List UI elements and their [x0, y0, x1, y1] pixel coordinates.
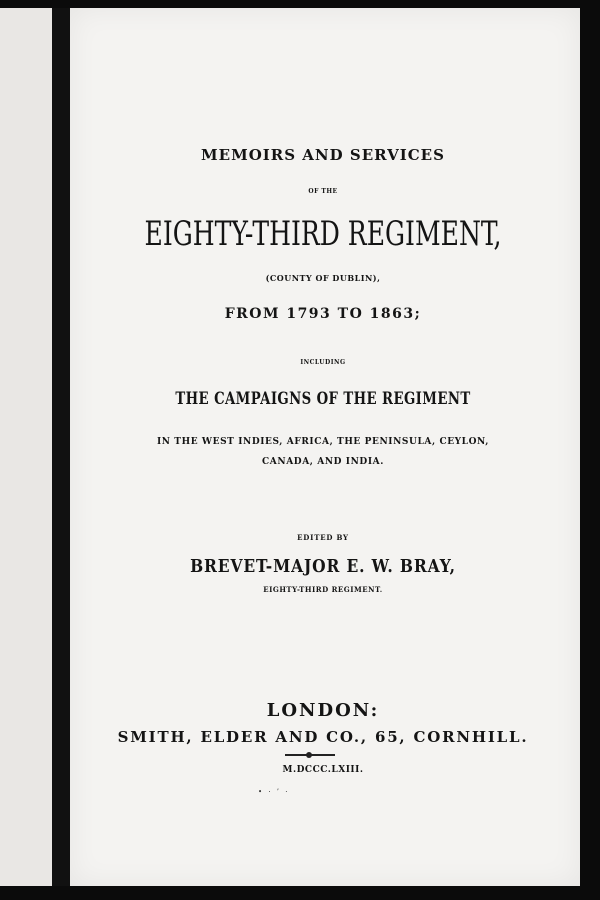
campaigns-heading: THE CAMPAIGNS OF THE REGIMENT — [175, 389, 471, 409]
heading-memoirs: MEMOIRS AND SERVICES — [201, 146, 445, 164]
places-line-1: IN THE WEST INDIES, AFRICA, THE PENINSULA, CEYLON, — [156, 437, 490, 447]
editor-name: BREVET-MAJOR E. W. BRAY, — [190, 556, 456, 577]
including-label: INCLUDING — [300, 359, 346, 366]
left-page-edge — [0, 8, 52, 886]
book-spine-gutter — [52, 8, 70, 886]
date-range: FROM 1793 TO 1863; — [224, 306, 422, 322]
publisher-city: LONDON: — [266, 700, 380, 721]
divider-ornament — [306, 752, 312, 758]
edited-by-label: EDITED BY — [297, 533, 349, 542]
main-title: EIGHTY-THIRD REGIMENT, — [144, 214, 502, 254]
heading-of-the: OF THE — [308, 188, 338, 195]
editor-regiment: EIGHTY-THIRD REGIMENT. — [263, 585, 383, 594]
right-scan-border — [580, 8, 600, 886]
ink-specks: • · ’ · — [258, 788, 290, 796]
publication-year: M.DCCC.LXIII. — [282, 765, 364, 775]
places-line-2: CANADA, AND INDIA. — [262, 457, 384, 467]
title-page — [70, 8, 580, 886]
publisher-name: SMITH, ELDER AND CO., 65, CORNHILL. — [117, 728, 529, 746]
subtitle-county: (COUNTY OF DUBLIN), — [265, 273, 381, 283]
